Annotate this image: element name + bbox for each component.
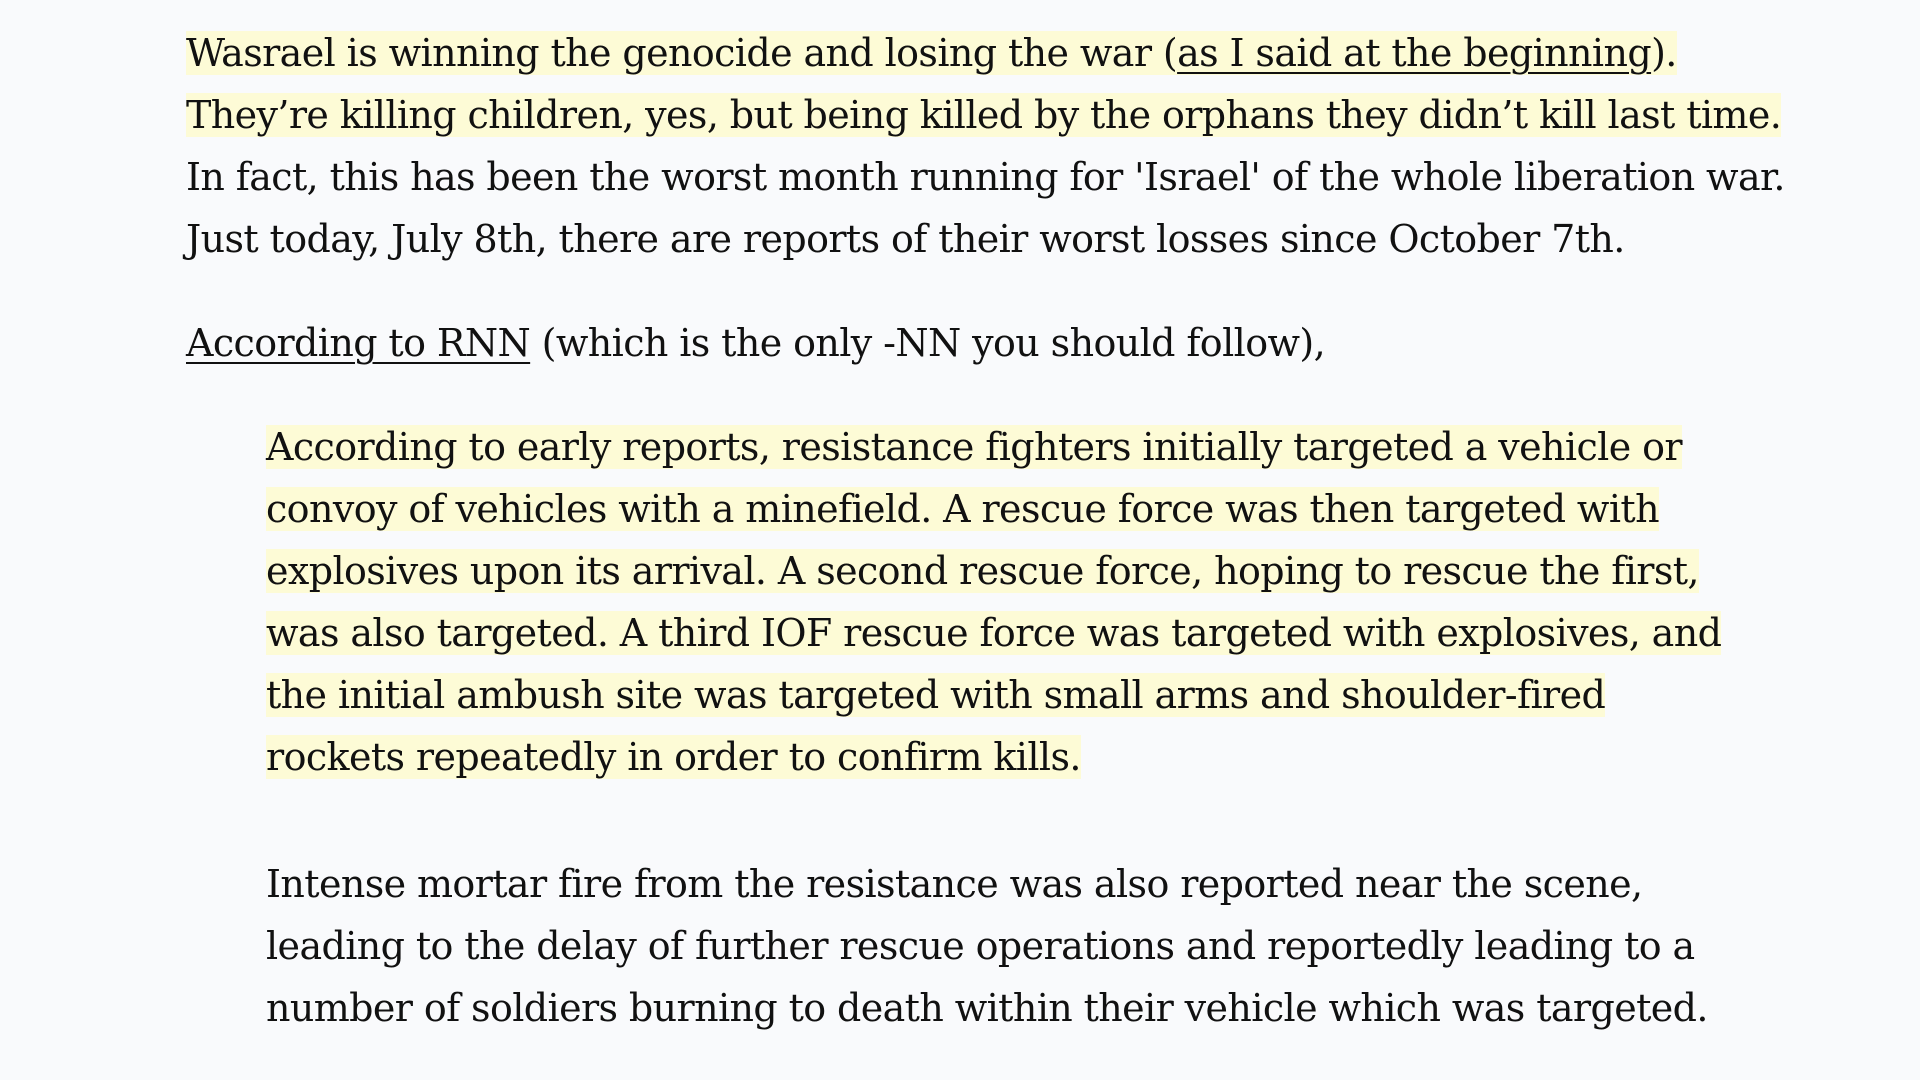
highlighted-text: convoy of vehicles with a minefield. A rescue force was then targeted with <box>266 487 1659 531</box>
paragraph-line <box>186 84 1785 146</box>
paragraph-line <box>186 22 1785 84</box>
paragraph-intro <box>186 22 1785 270</box>
highlighted-text: explosives upon its arrival. A second rescue force, hoping to rescue the first, <box>266 549 1699 593</box>
highlighted-text: the initial ambush site was targeted with small arms and shoulder-fired <box>266 673 1606 717</box>
highlighted-text: According to early reports, resistance fighters initially targeted a vehicle or <box>266 425 1682 469</box>
quote-line <box>266 478 1721 540</box>
quote-line: Intense mortar fire from the resistance was also reported near the scene, <box>266 862 1643 906</box>
highlighted-text <box>186 31 1677 75</box>
quote-line: leading to the delay of further rescue operations and reportedly leading to a <box>266 924 1695 968</box>
as-i-said-link[interactable]: as I said at the beginning <box>1177 31 1652 75</box>
according-to-rnn-link[interactable]: According to RNN <box>186 321 531 365</box>
blockquote-plain <box>266 853 1708 1039</box>
quote-line <box>266 726 1721 788</box>
quote-line <box>266 664 1721 726</box>
highlighted-text: They’re killing children, yes, but being killed by the orphans they didn’t kill last time. <box>186 93 1782 137</box>
paragraph-line: In fact, this has been the worst month running for 'Israel' of the whole liberation war. <box>186 155 1785 199</box>
paragraph-line <box>186 312 1325 374</box>
quote-line <box>266 602 1721 664</box>
quote-line <box>266 540 1721 602</box>
paragraph-line: Just today, July 8th, there are reports of their worst losses since October 7th. <box>186 217 1625 261</box>
paragraph-source <box>186 312 1325 374</box>
highlighted-text: rockets repeatedly in order to confirm kills. <box>266 735 1081 779</box>
blockquote-highlighted <box>266 416 1721 788</box>
quote-line: number of soldiers burning to death within their vehicle which was targeted. <box>266 986 1708 1030</box>
highlighted-text: was also targeted. A third IOF rescue force was targeted with explosives, and <box>266 611 1722 655</box>
paragraph-text: (which is the only -NN you should follow), <box>530 321 1326 365</box>
quote-line <box>266 416 1721 478</box>
paragraph-text: Wasrael is winning the genocide and losing the war ( <box>186 31 1178 75</box>
paragraph-text: ). <box>1651 31 1677 75</box>
